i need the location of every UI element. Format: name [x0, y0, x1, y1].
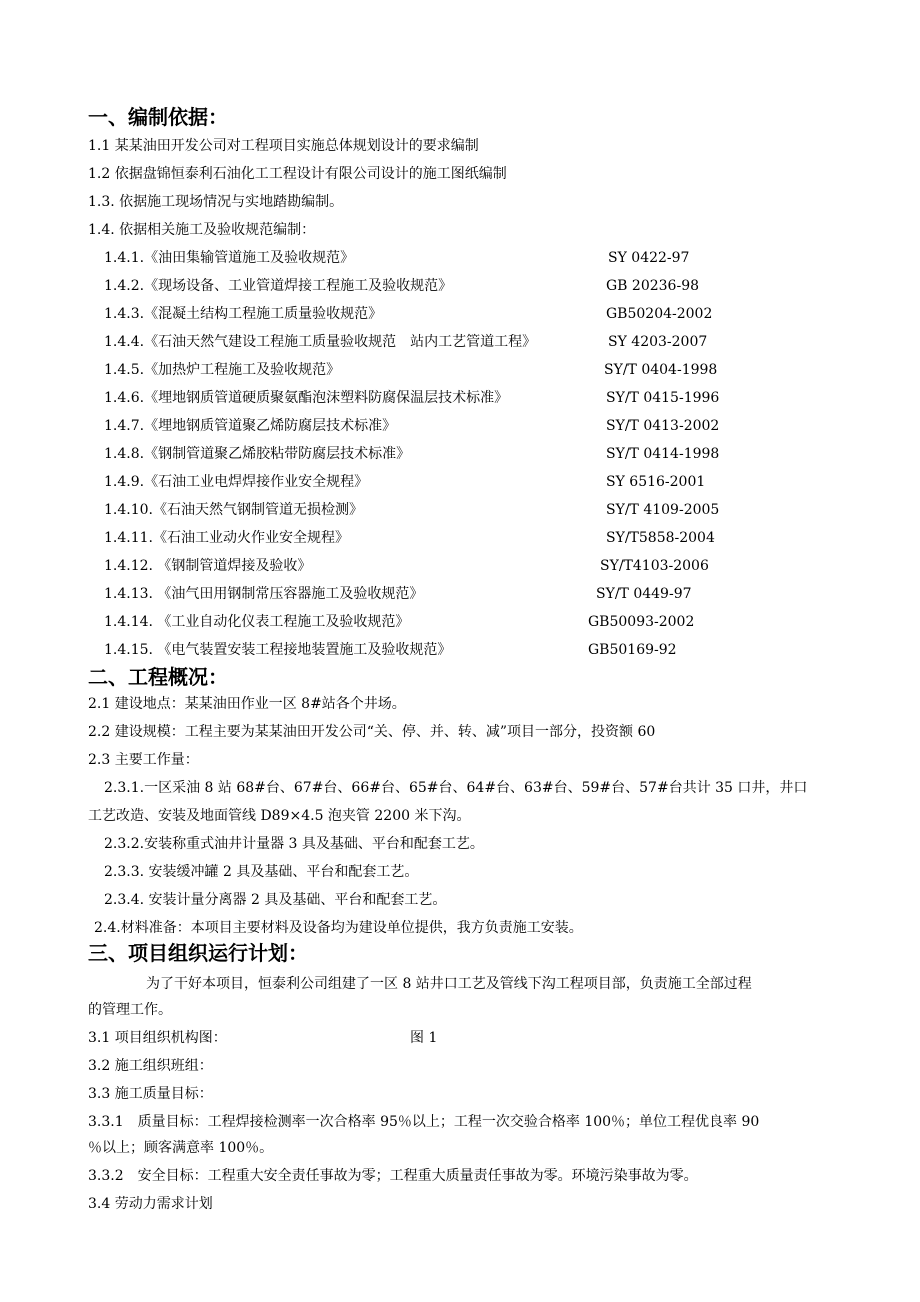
standard-item-title: 1.4.5.《加热炉工程施工及验收规范》	[104, 362, 341, 378]
paragraph-3-3-1-cont: ％以上；顾客满意率 100％。	[88, 1140, 274, 1156]
paragraph-2-4: 2.4.材料准备：本项目主要材料及设备均为建设单位提供，我方负责施工安装。	[94, 920, 583, 936]
paragraph-3-1: 3.1 项目组织机构图：	[88, 1030, 227, 1046]
paragraph-2-1: 2.1 建设地点：某某油田作业一区 8#站各个井场。	[88, 696, 406, 712]
standard-item-title: 1.4.10.《石油天然气钢制管道无损检测》	[104, 502, 363, 518]
standard-item-title: 1.4.7.《埋地钢质管道聚乙烯防腐层技术标准》	[104, 418, 397, 434]
standard-item-title: 1.4.15. 《电气装置安装工程接地装置施工及验收规范》	[104, 642, 452, 658]
standard-item-title: 1.4.1.《油田集输管道施工及验收规范》	[104, 250, 355, 266]
paragraph-3-3-1: 3.3.1 质量目标：工程焊接检测率一次合格率 95％以上；工程一次交验合格率 100％；单位工程优良率 90	[88, 1114, 760, 1130]
standard-item-code: SY/T 0414-1998	[606, 446, 720, 462]
section-heading-3: 三、项目组织运行计划：	[88, 941, 308, 965]
standard-item-title: 1.4.3.《混凝土结构工程施工质量验收规范》	[104, 306, 383, 322]
standard-item-title: 1.4.8.《钢制管道聚乙烯胶粘带防腐层技术标准》	[104, 446, 411, 462]
paragraph-1-4: 1.4. 依据相关施工及验收规范编制：	[88, 222, 316, 238]
standard-item-code: SY/T 0404-1998	[604, 362, 718, 378]
paragraph-2-3-4: 2.3.4. 安装计量分离器 2 具及基础、平台和配套工艺。	[104, 892, 447, 908]
paragraph-3-intro-cont: 的管理工作。	[88, 1002, 172, 1018]
standard-item-title: 1.4.11.《石油工业动火作业安全规程》	[104, 530, 349, 546]
standard-item-title: 1.4.2.《现场设备、工业管道焊接工程施工及验收规范》	[104, 278, 453, 294]
figure-label: 图 1	[410, 1030, 438, 1046]
paragraph-1-2: 1.2 依据盘锦恒泰利石油化工工程设计有限公司设计的施工图纸编制	[88, 166, 507, 182]
standard-item-title: 1.4.6.《埋地钢质管道硬质聚氨酯泡沫塑料防腐保温层技术标准》	[104, 390, 509, 406]
standard-item-title: 1.4.12. 《钢制管道焊接及验收》	[104, 558, 312, 574]
paragraph-2-3-3: 2.3.3. 安装缓冲罐 2 具及基础、平台和配套工艺。	[104, 864, 419, 880]
paragraph-2-3-1: 2.3.1.一区采油 8 站 68#台、67#台、66#台、65#台、64#台、63#台、59#台、57#台共计 35 口井，井口	[104, 780, 808, 796]
standard-item-code: SY 4203-2007	[608, 334, 708, 350]
standard-item-code: SY/T4103-2006	[600, 558, 709, 574]
standard-item-code: SY 0422-97	[608, 250, 690, 266]
standard-item-code: SY/T 0413-2002	[606, 418, 720, 434]
standard-item-code: SY/T 0415-1996	[606, 390, 720, 406]
standard-item-code: SY/T 0449-97	[596, 586, 692, 602]
standard-item-code: GB50093-2002	[588, 614, 695, 630]
paragraph-1-1: 1.1 某某油田开发公司对工程项目实施总体规划设计的要求编制	[88, 138, 479, 154]
paragraph-2-2: 2.2 建设规模：工程主要为某某油田开发公司“关、停、并、转、减”项目一部分，投资额 60	[88, 724, 656, 740]
standard-item-code: SY/T 4109-2005	[606, 502, 720, 518]
standard-item-code: SY/T5858-2004	[606, 530, 715, 546]
paragraph-1-3: 1.3. 依据施工现场情况与实地踏勘编制。	[88, 194, 344, 210]
paragraph-3-3: 3.3 施工质量目标：	[88, 1086, 213, 1102]
section-heading-2: 二、工程概况：	[88, 665, 228, 689]
paragraph-3-4: 3.4 劳动力需求计划	[88, 1196, 213, 1212]
paragraph-3-2: 3.2 施工组织班组：	[88, 1058, 213, 1074]
paragraph-2-3-1-cont: 工艺改造、安装及地面管线 D89×4.5 泡夹管 2200 米下沟。	[88, 808, 471, 824]
section-heading-1: 一、编制依据：	[88, 105, 228, 129]
standard-item-title: 1.4.13. 《油气田用钢制常压容器施工及验收规范》	[104, 586, 424, 602]
paragraph-2-3-2: 2.3.2.安装称重式油井计量器 3 具及基础、平台和配套工艺。	[104, 836, 484, 852]
standard-item-title: 1.4.4.《石油天然气建设工程施工质量验收规范 站内工艺管道工程》	[104, 334, 537, 350]
standard-item-title: 1.4.9.《石油工业电焊焊接作业安全规程》	[104, 474, 369, 490]
paragraph-3-3-2: 3.3.2 安全目标：工程重大安全责任事故为零；工程重大质量责任事故为零。环境污染事故为零。	[88, 1168, 698, 1184]
standard-item-code: SY 6516-2001	[606, 474, 706, 490]
standard-item-title: 1.4.14. 《工业自动化仪表工程施工及验收规范》	[104, 614, 410, 630]
standard-item-code: GB50169-92	[588, 642, 677, 658]
standard-item-code: GB50204-2002	[606, 306, 713, 322]
paragraph-3-intro: 为了干好本项目，恒泰利公司组建了一区 8 站井口工艺及管线下沟工程项目部，负责施工全部过程	[146, 976, 752, 992]
standard-item-code: GB 20236-98	[606, 278, 700, 294]
paragraph-2-3: 2.3 主要工作量：	[88, 752, 199, 768]
